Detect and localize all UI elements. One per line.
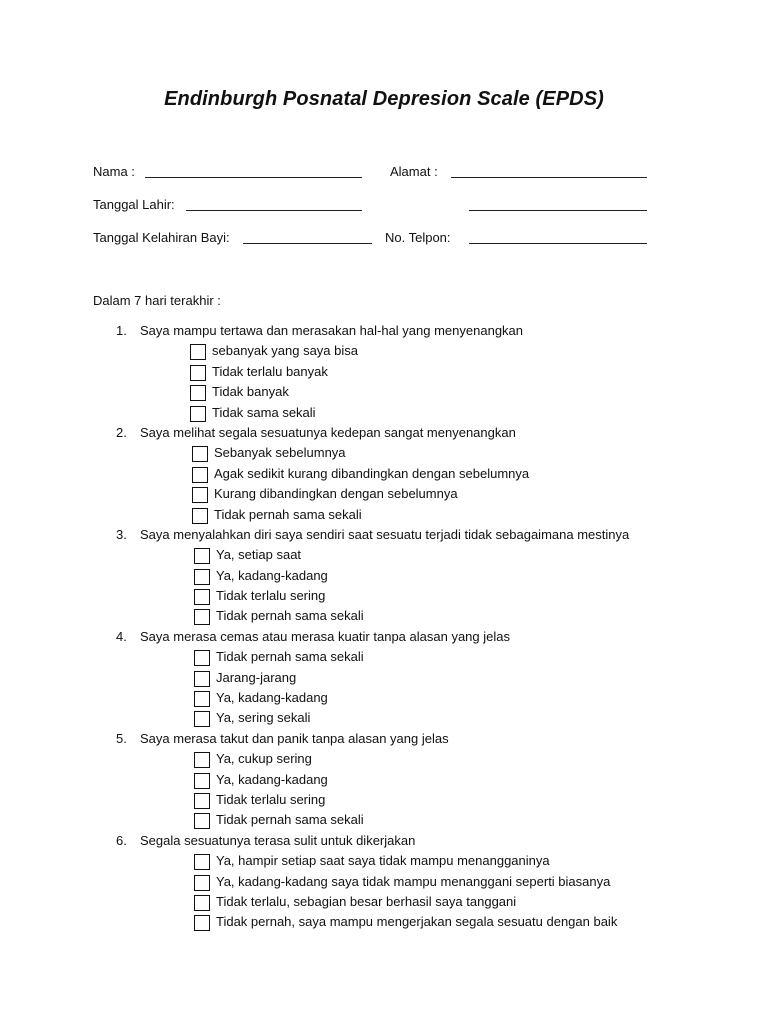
answer-option (0, 770, 768, 790)
answer-checkbox[interactable] (194, 854, 210, 870)
question-2 (0, 423, 768, 443)
question-3 (0, 525, 768, 545)
question-number: 1. (116, 323, 127, 338)
answer-label: Tidak pernah sama sekali (216, 649, 364, 665)
answer-option (0, 382, 768, 402)
answer-option (0, 872, 768, 892)
answer-label: Ya, kadang-kadang (216, 771, 328, 787)
answer-option (0, 443, 768, 463)
nama-field[interactable] (145, 177, 362, 178)
answer-checkbox[interactable] (194, 691, 210, 707)
answer-checkbox[interactable] (194, 609, 210, 625)
answer-label: Tidak sama sekali (212, 404, 316, 420)
answer-option (0, 668, 768, 688)
answer-checkbox[interactable] (194, 589, 210, 605)
answer-checkbox[interactable] (190, 344, 206, 360)
answer-label: Tidak terlalu sering (216, 791, 326, 807)
question-text: Saya merasa takut dan panik tanpa alasan yang jelas (140, 730, 449, 746)
answer-label: Ya, cukup sering (216, 751, 312, 767)
answer-option (0, 790, 768, 810)
answer-checkbox[interactable] (194, 569, 210, 585)
intro-text: Dalam 7 hari terakhir : (93, 293, 221, 308)
answer-option (0, 688, 768, 708)
question-6 (0, 831, 768, 851)
question-text: Saya mampu tertawa dan merasakan hal-hal yang menyenangkan (140, 323, 524, 338)
question-text: Saya menyalahkan diri saya sendiri saat sesuatu terjadi tidak sebagaimana mestinya (140, 526, 630, 542)
field-row-bayi-telpon (93, 228, 653, 248)
answer-option (0, 484, 768, 504)
answer-checkbox[interactable] (194, 548, 210, 564)
no-telpon-field[interactable] (469, 243, 647, 244)
answer-label: Jarang-jarang (216, 669, 297, 685)
question-text: Saya merasa cemas atau merasa kuatir tanpa alasan yang jelas (140, 628, 510, 644)
answer-checkbox[interactable] (194, 813, 210, 829)
answer-label: Tidak pernah, saya mampu mengerjakan segala sesuatu dengan baik (216, 914, 618, 930)
answer-option (0, 505, 768, 525)
answer-label: Tidak pernah sama sekali (214, 506, 362, 522)
question-number: 5. (116, 730, 127, 746)
answer-checkbox[interactable] (192, 487, 208, 503)
answer-option (0, 566, 768, 586)
answer-checkbox[interactable] (190, 365, 206, 381)
alamat-field[interactable] (451, 177, 647, 178)
answer-option (0, 341, 768, 361)
question-list (0, 321, 768, 933)
tanggal-lahir-label: Tanggal Lahir: (93, 197, 175, 212)
answer-option (0, 464, 768, 484)
answer-label: sebanyak yang saya bisa (212, 343, 358, 359)
question-text: Segala sesuatunya terasa sulit untuk dikerjakan (140, 832, 416, 848)
tanggal-kelahiran-bayi-field[interactable] (243, 243, 372, 244)
tanggal-kelahiran-bayi-label: Tanggal Kelahiran Bayi: (93, 230, 230, 245)
answer-checkbox[interactable] (194, 773, 210, 789)
tanggal-lahir-field[interactable] (186, 210, 362, 211)
answer-option (0, 362, 768, 382)
question-number: 6. (116, 832, 127, 848)
question-number: 4. (116, 628, 127, 644)
answer-option (0, 586, 768, 606)
answer-label: Sebanyak sebelumnya (214, 445, 346, 461)
answer-label: Tidak terlalu, sebagian besar berhasil saya tanggani (216, 893, 517, 909)
field-row-nama-alamat (93, 162, 653, 182)
answer-checkbox[interactable] (194, 650, 210, 666)
answer-checkbox[interactable] (192, 508, 208, 524)
answer-checkbox[interactable] (194, 752, 210, 768)
answer-label: Ya, kadang-kadang saya tidak mampu menanggani seperti biasanya (216, 873, 611, 889)
alamat-label: Alamat : (390, 164, 438, 179)
answer-option (0, 708, 768, 728)
answer-checkbox[interactable] (194, 793, 210, 809)
question-number: 3. (116, 526, 127, 542)
answer-label: Ya, hampir setiap saat saya tidak mampu menangganinya (216, 853, 550, 869)
answer-checkbox[interactable] (194, 915, 210, 931)
answer-label: Ya, setiap saat (216, 547, 302, 563)
answer-label: Tidak pernah sama sekali (216, 608, 364, 624)
field-row-tanggal-lahir (93, 195, 653, 215)
answer-checkbox[interactable] (194, 875, 210, 891)
question-4 (0, 627, 768, 647)
question-5 (0, 729, 768, 749)
answer-label: Tidak terlalu banyak (212, 363, 328, 379)
question-number: 2. (116, 424, 127, 440)
answer-option (0, 606, 768, 626)
answer-label: Kurang dibandingkan dengan sebelumnya (214, 486, 458, 502)
answer-label: Ya, kadang-kadang (216, 690, 328, 706)
answer-option (0, 892, 768, 912)
answer-option (0, 749, 768, 769)
document-title: Endinburgh Posnatal Depresion Scale (EPDS) (164, 88, 604, 110)
answer-label: Tidak pernah sama sekali (216, 812, 364, 828)
answer-checkbox[interactable] (194, 895, 210, 911)
answer-label: Ya, kadang-kadang (216, 567, 328, 583)
answer-option (0, 851, 768, 871)
answer-option (0, 810, 768, 830)
answer-label: Ya, sering sekali (216, 710, 311, 726)
question-text: Saya melihat segala sesuatunya kedepan sangat menyenangkan (140, 424, 516, 440)
answer-label: Agak sedikit kurang dibandingkan dengan sebelumnya (214, 465, 530, 481)
answer-option (0, 912, 768, 932)
answer-option (0, 545, 768, 565)
answer-checkbox[interactable] (190, 385, 206, 401)
alamat-continuation-field[interactable] (469, 210, 647, 211)
answer-checkbox[interactable] (192, 467, 208, 483)
answer-checkbox[interactable] (192, 446, 208, 462)
answer-option (0, 647, 768, 667)
answer-checkbox[interactable] (190, 406, 206, 422)
no-telpon-label: No. Telpon: (385, 230, 451, 245)
answer-label: Tidak terlalu sering (216, 588, 326, 604)
nama-label: Nama : (93, 164, 135, 179)
answer-label: Tidak banyak (212, 384, 289, 400)
answer-checkbox[interactable] (194, 711, 210, 727)
answer-option (0, 403, 768, 423)
answer-checkbox[interactable] (194, 671, 210, 687)
question-1 (0, 321, 768, 341)
